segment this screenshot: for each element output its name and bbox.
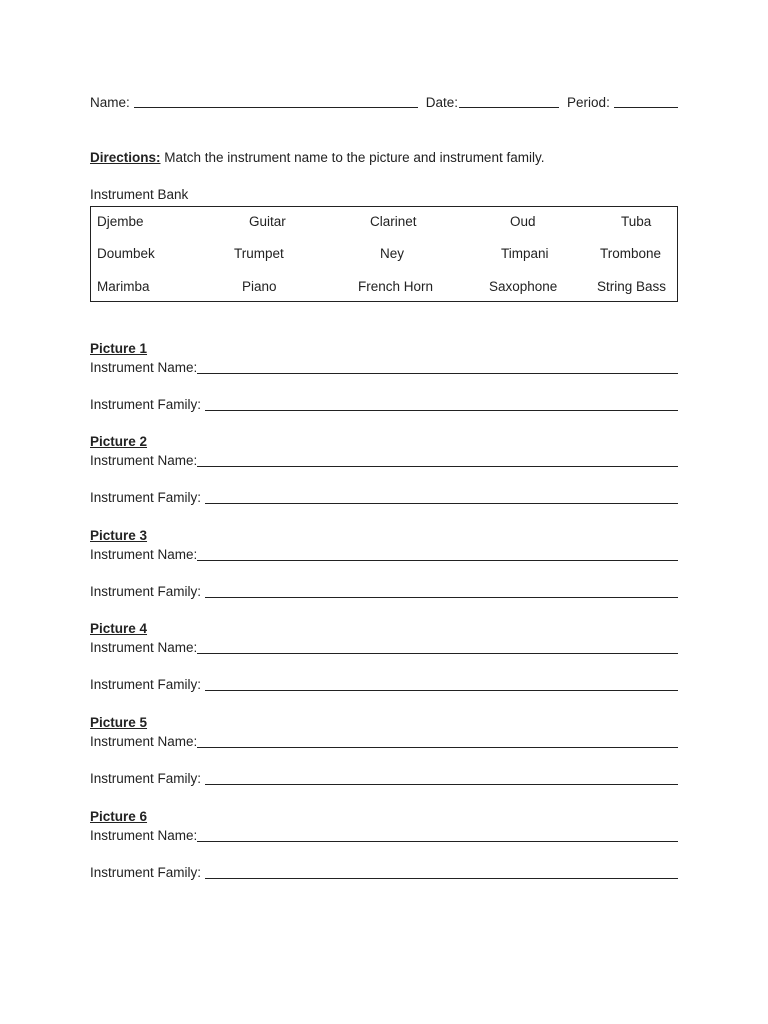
instrument-name-field[interactable] [90, 358, 678, 377]
instrument-name-blank[interactable] [197, 360, 678, 374]
picture-section-6 [90, 807, 678, 882]
instrument-name-field[interactable] [90, 638, 678, 657]
instrument-family-blank[interactable] [205, 677, 678, 691]
instrument-family-field[interactable] [90, 769, 678, 788]
instrument-name-blank[interactable] [197, 734, 678, 748]
instrument-bank-title: Instrument Bank [90, 187, 189, 202]
picture-title: Picture 6 [90, 809, 148, 824]
directions-text: Match the instrument name to the picture and instrument family. [164, 150, 545, 165]
instrument-name-blank[interactable] [197, 640, 678, 654]
instrument-family-field[interactable] [90, 395, 678, 414]
instrument-name-field[interactable] [90, 451, 678, 470]
picture-section-5 [90, 713, 678, 788]
student-info-line [90, 92, 678, 110]
instrument-family-label: Instrument Family: [90, 771, 202, 786]
instrument-family-label: Instrument Family: [90, 677, 202, 692]
bank-item: Doumbek [97, 246, 155, 261]
instrument-name-label: Instrument Name: [90, 828, 198, 843]
period-label: Period: [567, 95, 610, 110]
instrument-name-field[interactable] [90, 545, 678, 564]
instrument-family-field[interactable] [90, 488, 678, 507]
bank-item: Clarinet [370, 214, 417, 229]
picture-section-1 [90, 339, 678, 414]
instrument-bank-box [90, 206, 678, 302]
instrument-family-blank[interactable] [205, 584, 678, 598]
instrument-name-label: Instrument Name: [90, 360, 198, 375]
date-label: Date: [425, 95, 459, 110]
bank-item: Tuba [621, 214, 652, 229]
bank-item: Djembe [97, 214, 144, 229]
instrument-name-blank[interactable] [197, 453, 678, 467]
bank-item: Timpani [501, 246, 549, 261]
instrument-family-blank[interactable] [205, 490, 678, 504]
name-blank[interactable] [134, 94, 418, 108]
directions-label: Directions: [90, 150, 161, 165]
instrument-name-label: Instrument Name: [90, 547, 198, 562]
instrument-family-field[interactable] [90, 675, 678, 694]
picture-section-3 [90, 526, 678, 601]
picture-title: Picture 5 [90, 715, 148, 730]
bank-item: Oud [510, 214, 536, 229]
instrument-name-blank[interactable] [197, 547, 678, 561]
instrument-family-blank[interactable] [205, 865, 678, 879]
picture-title: Picture 3 [90, 528, 148, 543]
period-blank[interactable] [614, 94, 678, 108]
bank-item: Saxophone [489, 279, 558, 294]
instrument-name-label: Instrument Name: [90, 734, 198, 749]
instrument-name-blank[interactable] [197, 828, 678, 842]
bank-item: Guitar [249, 214, 286, 229]
picture-section-4 [90, 619, 678, 694]
bank-item: Trumpet [234, 246, 284, 261]
instrument-family-label: Instrument Family: [90, 865, 202, 880]
name-label: Name: [90, 95, 130, 110]
picture-title: Picture 1 [90, 341, 148, 356]
instrument-name-label: Instrument Name: [90, 640, 198, 655]
picture-title: Picture 2 [90, 434, 148, 449]
instrument-name-field[interactable] [90, 732, 678, 751]
instrument-family-label: Instrument Family: [90, 584, 202, 599]
bank-item: French Horn [358, 279, 434, 294]
instrument-family-label: Instrument Family: [90, 397, 202, 412]
instrument-name-label: Instrument Name: [90, 453, 198, 468]
instrument-family-blank[interactable] [205, 771, 678, 785]
bank-item: String Bass [597, 279, 667, 294]
instrument-family-label: Instrument Family: [90, 490, 202, 505]
bank-item: Piano [242, 279, 277, 294]
bank-item: Ney [380, 246, 405, 261]
instrument-family-field[interactable] [90, 582, 678, 601]
directions [90, 150, 544, 165]
instrument-name-field[interactable] [90, 826, 678, 845]
picture-section-2 [90, 432, 678, 507]
instrument-family-field[interactable] [90, 863, 678, 882]
date-blank[interactable] [459, 94, 559, 108]
bank-item: Trombone [600, 246, 662, 261]
instrument-family-blank[interactable] [205, 397, 678, 411]
picture-title: Picture 4 [90, 621, 148, 636]
bank-item: Marimba [97, 279, 150, 294]
